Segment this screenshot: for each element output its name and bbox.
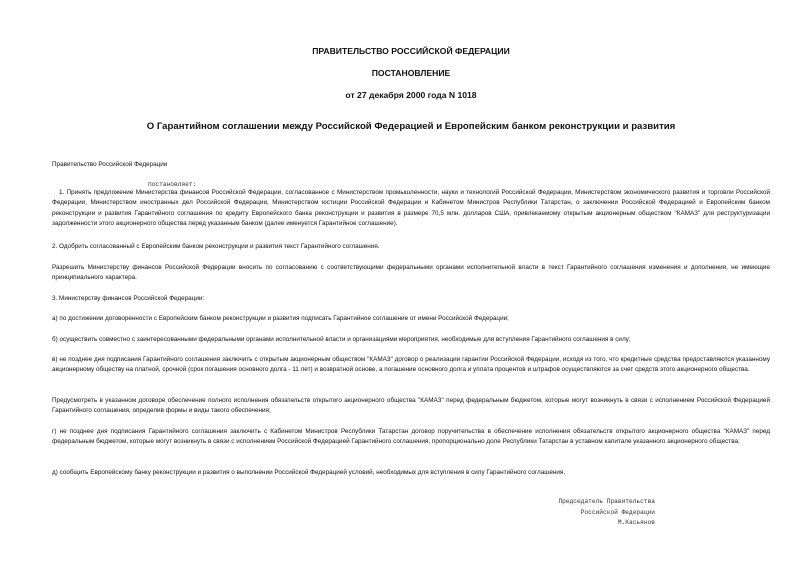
- paragraph-9: г) не позднее дня подписания Гарантийного соглашения заключить с Кабинетом Министров Республики Татарстан договор поручительства в обеспечение исполнения обязательств открытого акционерного общества "КАМАЗ" перед федеральным бюджетом, которые могут возникнуть в связи с исполнением Российской Федерацией Гарантийного соглашения, пропорционально доле Республики Татарстан в уставном капитале указанного акционерного общества;: [52, 428, 770, 446]
- document-title: О Гарантийном соглашении между Российской Федерацией и Европейским банком реконструкции и развития: [146, 121, 676, 132]
- signature-name: М.Касьянов: [617, 519, 655, 526]
- resolves-line: постановляет:: [148, 181, 197, 188]
- paragraph-7: в) не позднее дня подписания Гарантийного соглашения заключить с открытым акционерным обществом "КАМАЗ" договор о реализации гарантии Российской Федерации, исходя из того, что кредитные средства предоставляются указанному акционерному обществу на платной, срочной (срок погашения основного долга - 11 лет) и возвратной основе, а погашение основного долга и уплата процентов и штрафов осуществляются за счет средств этого акционерного общества.: [52, 356, 770, 374]
- signature-country: Российской Федерации: [580, 508, 655, 516]
- paragraph-10: д) сообщить Европейскому банку реконструкции и развития о выполнении Российской Федерацией условий, необходимых для вступления в силу Гарантийного соглашения.: [52, 469, 566, 476]
- document-type: ПОСТАНОВЛЕНИЕ: [371, 68, 451, 78]
- issuing-authority: ПРАВИТЕЛЬСТВО РОССИЙСКОЙ ФЕДЕРАЦИИ: [312, 46, 510, 56]
- paragraph-8: Предусмотреть в указанном договоре обеспечение полного исполнения обязательств открытого акционерного общества "КАМАЗ" перед федеральным бюджетом, которые могут возникнуть в связи с исполнением Российской Федерацией Гарантийного соглашения, определив формы и виды такого обеспечения;: [52, 397, 770, 415]
- paragraph-4: 3. Министерству финансов Российской Федерации:: [52, 295, 205, 302]
- paragraph-2: 2. Одобрить согласованный с Европейским банком реконструкции и развития текст Гарантийного соглашения.: [52, 243, 380, 250]
- paragraph-6: б) осуществить совместно с заинтересованными федеральными органами исполнительной власти и организациями мероприятия, необходимые для вступления Гарантийного соглашения в силу;: [52, 336, 631, 343]
- signature-block: [558, 497, 655, 529]
- signature-title: Председатель Правительства: [558, 498, 655, 505]
- paragraph-5: а) по достижении договоренности с Европейским банком реконструкции и развития подписать Гарантийное соглашение от имени Российской Федерации;: [52, 315, 509, 322]
- paragraph-1: 1. Принять предложение Министерства финансов Российской Федерации, согласованное с Министерством промышленности, науки и технологий Российской Федерации, Министерством экономического развития и торговли Российской Федерации, Министерством иностранных дел Российской Федерации, Министерством юстиции Российской Федерации и Кабинетом Министров Республики Татарстан, о заключении Российской Федерацией и Европейским банком реконструкции и развития Гарантийного соглашения по кредиту Европейского банка реконструкции и развития в размере 70,5 млн. долларов США, привлекаемому открытым акционерным обществом "КАМАЗ" для реструктуризации задолженности этого акционерного общества перед указанным банком (далее именуется Гарантийное соглашение).: [52, 189, 770, 228]
- document-date-number: от 27 декабря 2000 года N 1018: [345, 90, 477, 100]
- intro-line: Правительство Российской Федерации: [52, 161, 168, 168]
- paragraph-3: Разрешить Министерству финансов Российской Федерации вносить по согласованию с соответствующими федеральными органами исполнительной власти в текст Гарантийного соглашения изменения и дополнения, не имеющие принципиального характера.: [52, 264, 770, 282]
